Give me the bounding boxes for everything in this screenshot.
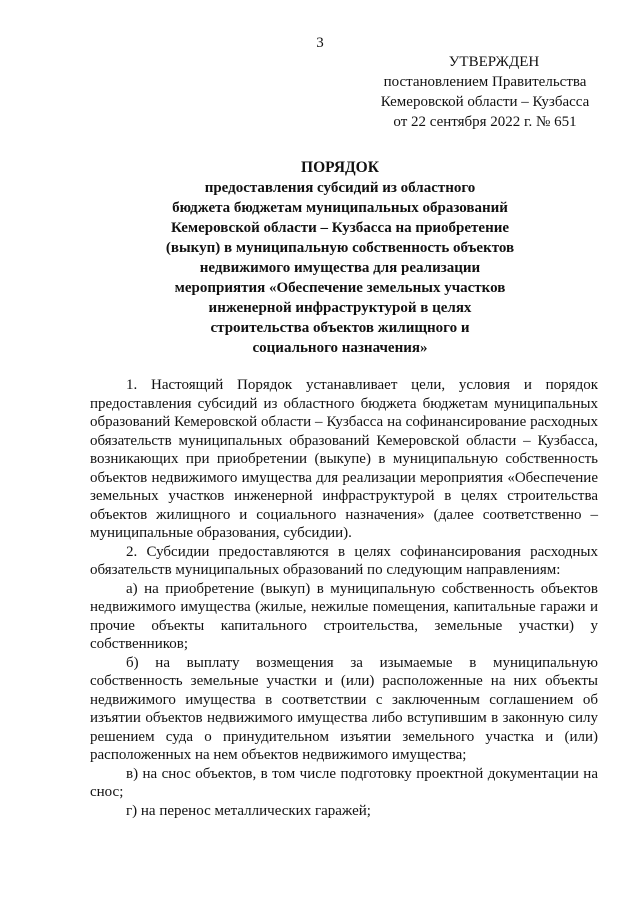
page-number: 3 bbox=[316, 35, 324, 51]
subtitle-line: бюджета бюджетам муниципальных образований bbox=[172, 200, 508, 216]
approval-title: УТВЕРЖДЕН bbox=[448, 54, 540, 70]
subtitle-line: недвижимого имущества для реализации bbox=[199, 260, 481, 276]
document-title: ПОРЯДОК bbox=[301, 159, 379, 176]
approval-line: постановлением Правительства bbox=[383, 74, 587, 90]
paragraph-2v: в) на снос объектов, в том числе подготовку проектной документации на снос; bbox=[90, 765, 598, 800]
subtitle-line: Кемеровской области – Кузбасса на приобретение bbox=[170, 220, 510, 236]
subtitle-line: инженерной инфраструктурой в целях bbox=[208, 300, 472, 316]
subtitle-line: (выкуп) в муниципальную собственность объектов bbox=[165, 240, 515, 256]
subtitle-line: мероприятия «Обеспечение земельных участков bbox=[174, 280, 506, 296]
approval-line: Кемеровской области – Кузбасса bbox=[380, 94, 590, 110]
paragraph-1: 1. Настоящий Порядок устанавливает цели, условия и порядок предоставления субсидий из областного бюджета бюджетам муниципальных образований Кемеровской области – Кузбасса на софинансирование расходных обязательств муниципальных образований Кемеровской области – Кузбасса, возникающих при приобретении (выкупе) в муниципальную собственность объектов недвижимого имущества для реализации мероприятия «Обеспечение земельных участков инженерной инфраструктурой в целях строительства объектов жилищного и социального назначения» (далее соответственно – муниципальные образования, субсидии). bbox=[90, 377, 598, 541]
approval-line: от 22 сентября 2022 г. № 651 bbox=[393, 114, 577, 130]
paragraph-2a: а) на приобретение (выкуп) в муниципальную собственность объектов недвижимого имущества (жилые, нежилые помещения, капитальные гаражи и прочие объекты капитального строительства, земельные участки) у собственников; bbox=[90, 580, 598, 652]
paragraph-2: 2. Субсидии предоставляются в целях софинансирования расходных обязательств муниципальных образований по следующим направлениям: bbox=[90, 543, 598, 578]
subtitle-line: предоставления субсидий из областного bbox=[204, 180, 476, 196]
paragraph-2b: б) на выплату возмещения за изымаемые в муниципальную собственность земельные участки и (или) расположенные на них объекты недвижимого имущества в соответствии с заключенным соглашением об изъятии объектов недвижимого имущества либо вступившим в законную силу решением суда о принудительном изъятии земельного участка и (или) расположенных на нем объектов недвижимого имущества; bbox=[90, 654, 598, 763]
paragraph-2g: г) на перенос металлических гаражей; bbox=[126, 802, 371, 819]
document-subtitle bbox=[140, 178, 540, 358]
approval-stamp bbox=[360, 52, 610, 132]
document-body bbox=[90, 376, 598, 820]
subtitle-line: социального назначения» bbox=[252, 340, 428, 356]
subtitle-line: строительства объектов жилищного и bbox=[210, 320, 470, 336]
